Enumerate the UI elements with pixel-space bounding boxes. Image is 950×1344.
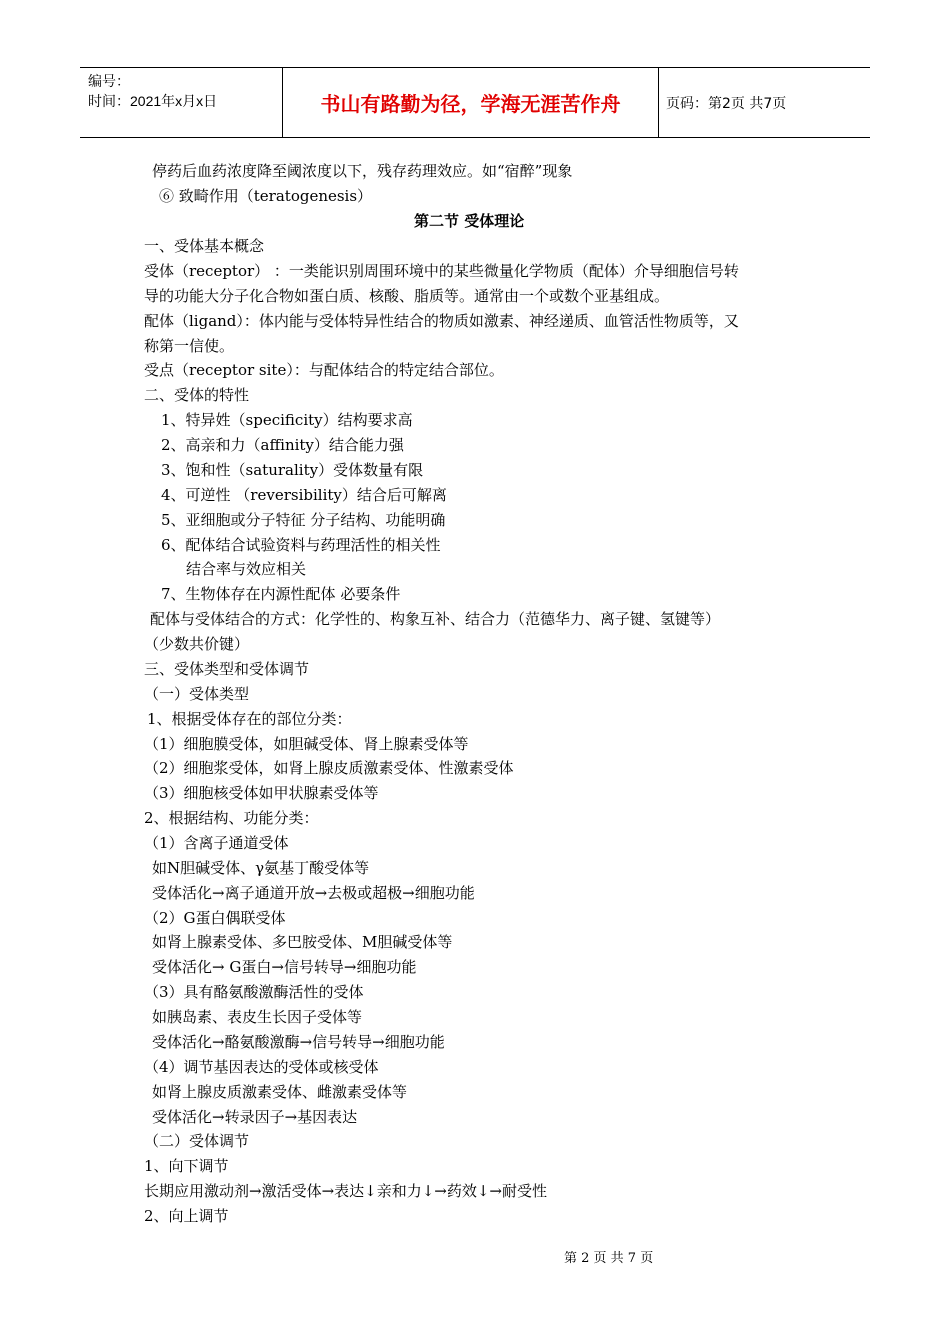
list-item: （3）具有酪氨酸激酶活性的受体 <box>144 983 364 1001</box>
page-footer: 第 2 页 共 7 页 <box>564 1251 654 1266</box>
list-item: （1）含离子通道受体 <box>144 834 289 852</box>
list-item: 6、配体结合试验资料与药理活性的相关性 <box>161 536 441 554</box>
list-item: （3）细胞核受体如甲状腺素受体等 <box>144 784 379 802</box>
document-number-label: 编号： <box>88 73 130 89</box>
header-motto: 书山有路勤为径，学海无涯苦作舟 <box>282 68 659 137</box>
list-item: 如肾上腺素受体、多巴胺受体、M胆碱受体等 <box>152 933 453 951</box>
list-item: 7、生物体存在内源性配体 必要条件 <box>161 585 401 603</box>
body-line: ⑥ 致畸作用（teratogenesis） <box>159 187 373 205</box>
list-item: 1、向下调节 <box>144 1157 229 1175</box>
heading: 三、受体类型和受体调节 <box>144 660 310 678</box>
list-item: 3、饱和性（saturality）受体数量有限 <box>161 461 424 479</box>
header-meta <box>80 68 282 137</box>
list-item: 如N胆碱受体、γ氨基丁酸受体等 <box>152 859 370 877</box>
heading: 二、受体的特性 <box>144 386 250 404</box>
body-line: 受点（receptor site）：与配体结合的特定结合部位。 <box>144 361 504 379</box>
body-line: 长期应用激动剂→激活受体→表达↓亲和力↓→药效↓→耐受性 <box>144 1182 547 1200</box>
body-line: 配体（ligand）：体内能与受体特异性结合的物质如激素、神经递质、血管活性物质等，又 <box>144 312 739 330</box>
subheading: （二）受体调节 <box>144 1132 250 1150</box>
list-item: （1）细胞膜受体，如胆碱受体、肾上腺素受体等 <box>144 735 469 753</box>
page-header <box>80 67 870 138</box>
body-line: 导的功能大分子化合物如蛋白质、核酸、脂质等。通常由一个或数个亚基组成。 <box>144 287 670 305</box>
list-item: 受体活化→转录因子→基因表达 <box>152 1108 358 1126</box>
list-item: 受体活化→离子通道开放→去极或超极→细胞功能 <box>152 884 475 902</box>
body-line: 配体与受体结合的方式：化学性的、构象互补、结合力（范德华力、离子键、氢键等） <box>150 610 721 628</box>
list-item: 2、向上调节 <box>144 1207 229 1225</box>
list-item: 2、高亲和力（affinity）结合能力强 <box>161 436 404 454</box>
section-title: 第二节 受体理论 <box>414 212 525 230</box>
body-line: 停药后血药浓度降至阈浓度以下，残存药理效应。如“宿醉”现象 <box>152 162 573 180</box>
list-item: 结合率与效应相关 <box>186 560 307 578</box>
list-item: 1、根据受体存在的部位分类： <box>147 710 352 728</box>
heading: 一、受体基本概念 <box>144 237 265 255</box>
body-line: 受体（receptor） ：一类能识别周围环境中的某些微量化学物质（配体）介导细胞信号转 <box>144 262 739 280</box>
list-item: （4）调节基因表达的受体或核受体 <box>144 1058 379 1076</box>
list-item: 1、特异姓（specificity）结构要求高 <box>161 411 413 429</box>
list-item: 4、可逆性 （reversibility）结合后可解离 <box>161 486 447 504</box>
list-item: （2）细胞浆受体，如肾上腺皮质激素受体、性激素受体 <box>144 759 514 777</box>
list-item: 5、亚细胞或分子特征 分子结构、功能明确 <box>161 511 446 529</box>
body-line: （少数共价键） <box>144 635 250 653</box>
list-item: 如肾上腺皮质激素受体、雌激素受体等 <box>152 1083 408 1101</box>
subheading: （一）受体类型 <box>144 685 250 703</box>
list-item: 如胰岛素、表皮生长因子受体等 <box>152 1008 363 1026</box>
body-line: 称第一信使。 <box>144 337 235 355</box>
list-item: 2、根据结构、功能分类： <box>144 809 319 827</box>
list-item: （2）G蛋白偶联受体 <box>144 909 286 927</box>
list-item: 受体活化→ G蛋白→信号转导→细胞功能 <box>152 958 417 976</box>
header-page-info: 页码：第2页 共7页 <box>666 95 787 112</box>
list-item: 受体活化→酪氨酸激酶→信号转导→细胞功能 <box>152 1033 445 1051</box>
document-date-label: 时间：2021年x月x日 <box>88 93 218 109</box>
